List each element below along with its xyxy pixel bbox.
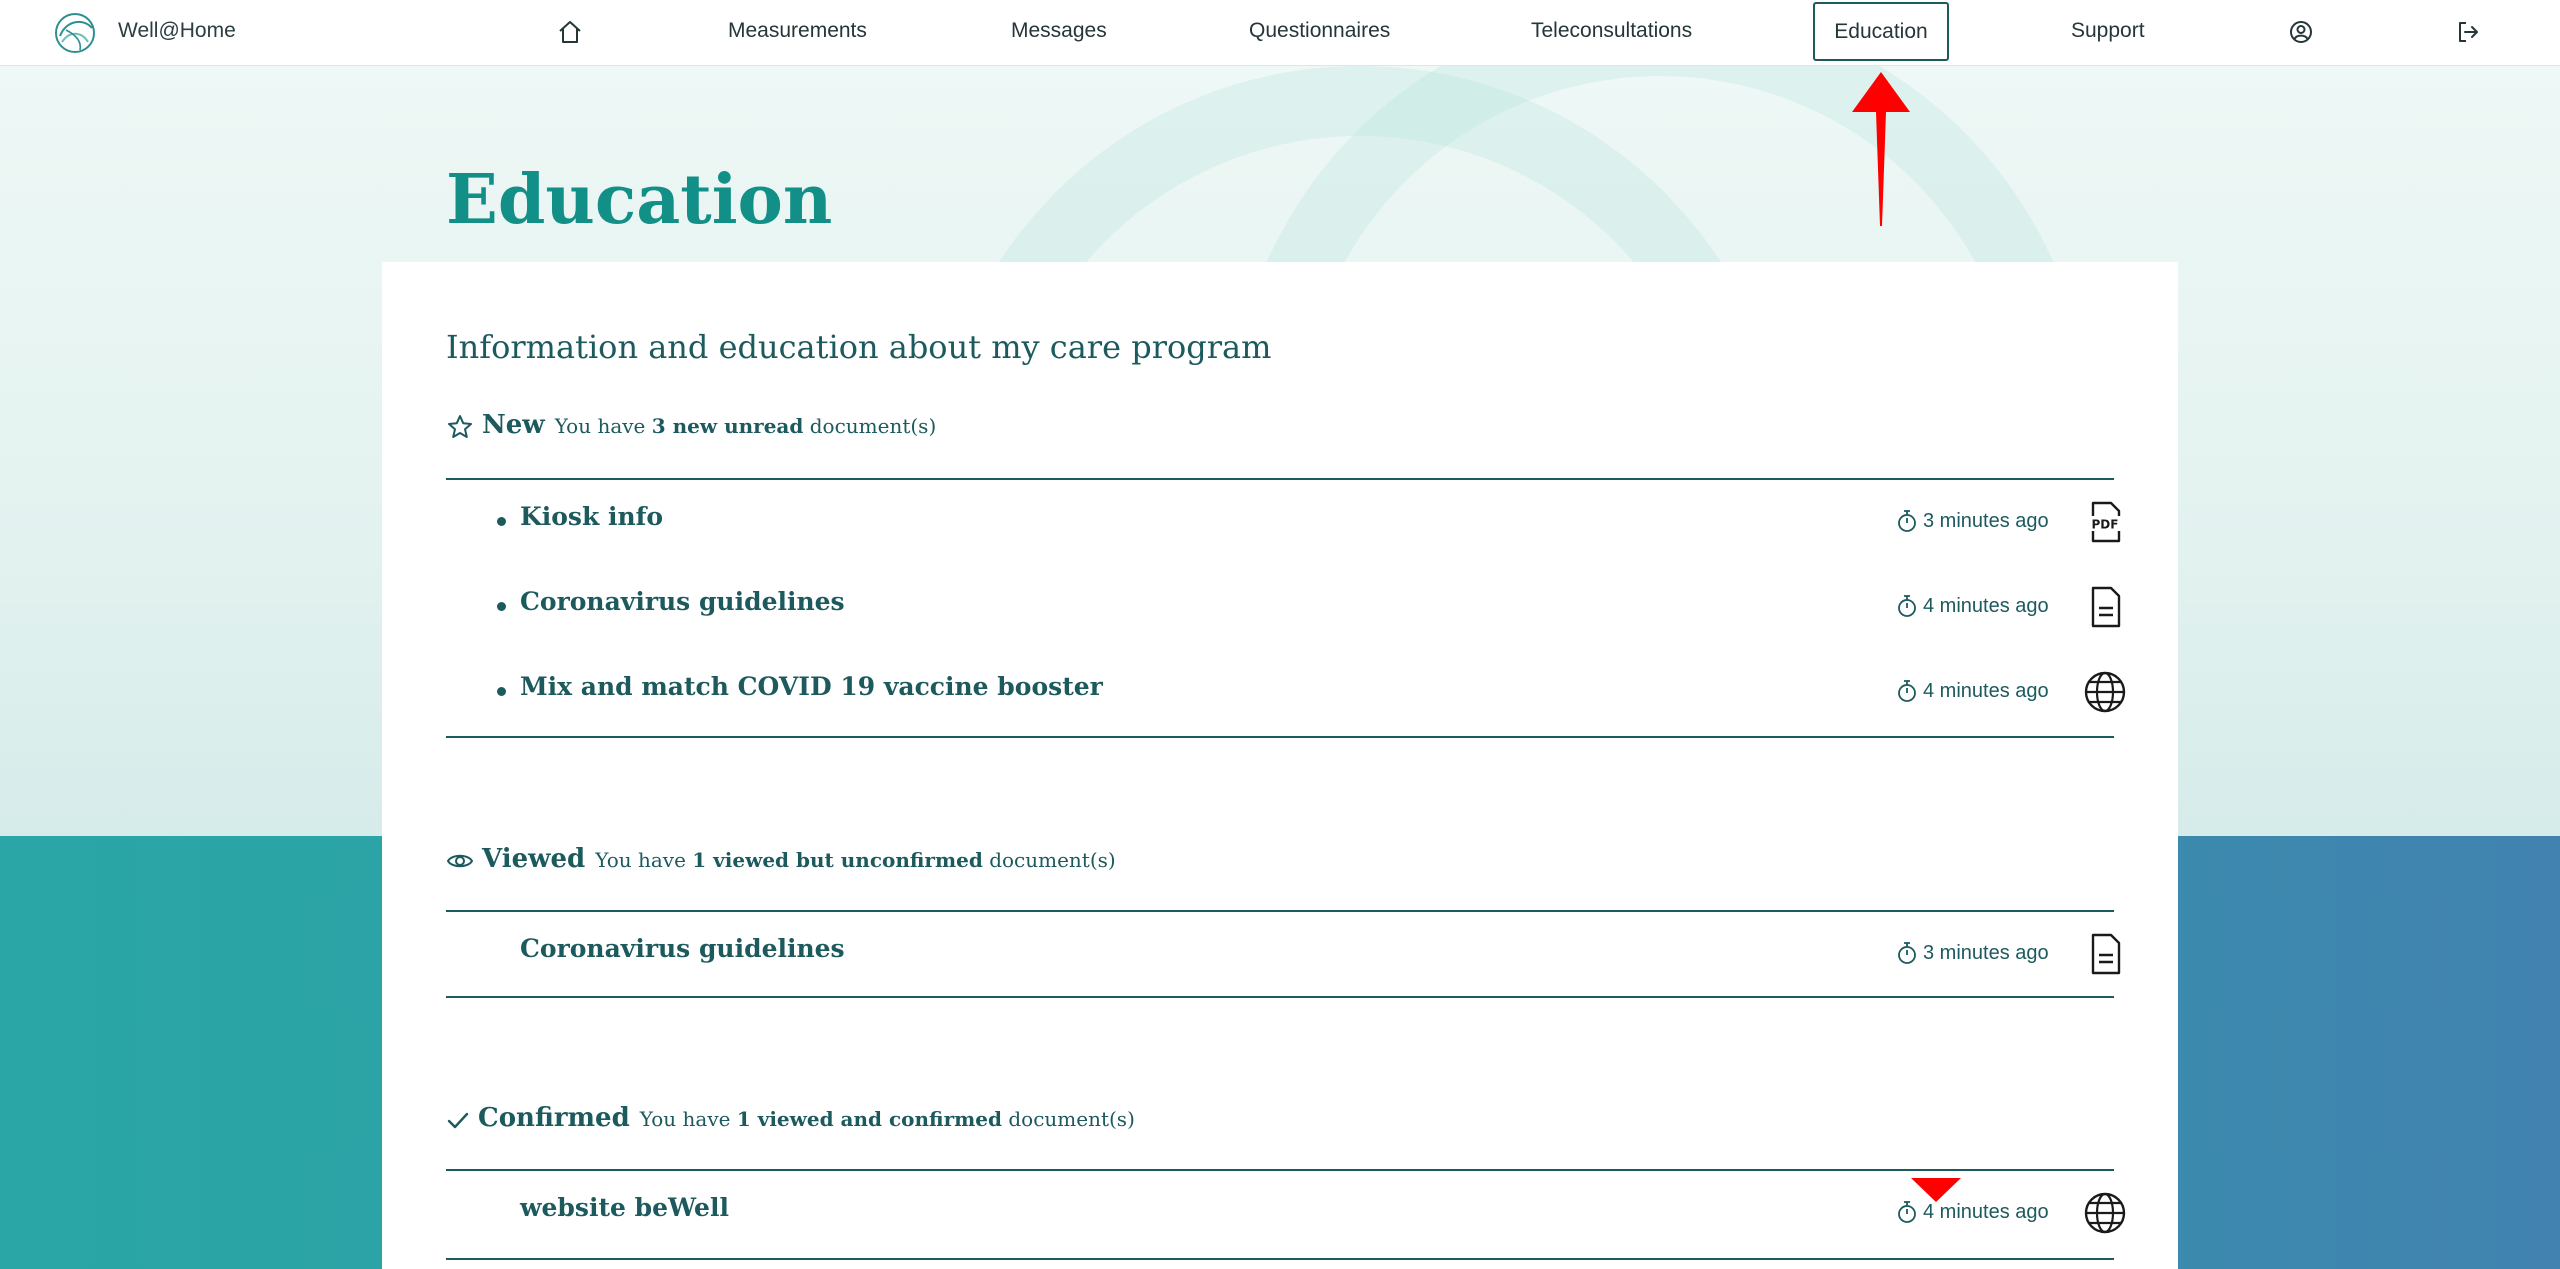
section-viewed-summary: You have 1 viewed but unconfirmed document(s) xyxy=(595,848,1116,872)
bullet-dot xyxy=(497,602,506,611)
red-triangle-down-annotation xyxy=(1911,1178,1961,1202)
wellathome-logo-icon[interactable] xyxy=(52,10,98,56)
page-title: Education xyxy=(446,160,833,240)
section-viewed-header xyxy=(446,844,1116,878)
section-new-label: New xyxy=(482,410,545,440)
globe-icon[interactable] xyxy=(2083,1190,2127,1236)
section-divider xyxy=(446,736,2114,738)
document-row[interactable] xyxy=(446,481,2119,561)
document-icon[interactable] xyxy=(2083,931,2127,977)
section-divider xyxy=(446,996,2114,998)
stopwatch-icon xyxy=(1896,941,1918,965)
logout-icon[interactable] xyxy=(2454,18,2482,46)
section-divider xyxy=(446,1258,2114,1260)
section-confirmed-summary: You have 1 viewed and confirmed document(s) xyxy=(639,1107,1135,1131)
section-confirmed-header xyxy=(446,1103,1135,1137)
intro-text: Information and education about my care program xyxy=(446,328,1272,366)
education-card xyxy=(382,262,2178,1269)
red-arrow-up-annotation xyxy=(1852,72,1910,226)
section-divider xyxy=(446,1169,2114,1171)
document-row[interactable] xyxy=(446,1172,2114,1252)
document-row[interactable] xyxy=(446,651,2114,731)
brand-name[interactable]: Well@Home xyxy=(118,19,236,42)
stopwatch-icon xyxy=(1896,679,1918,703)
nav-support[interactable]: Support xyxy=(2071,19,2145,42)
document-time: 4 minutes ago xyxy=(1896,593,2049,619)
bullet-dot xyxy=(497,517,506,526)
document-icon[interactable] xyxy=(2083,584,2127,630)
home-icon[interactable] xyxy=(556,18,584,46)
document-title[interactable]: Coronavirus guidelines xyxy=(520,587,845,616)
document-time: 4 minutes ago xyxy=(1896,1199,2049,1225)
globe-icon[interactable] xyxy=(2083,669,2127,715)
pdf-icon[interactable] xyxy=(2083,499,2127,545)
section-divider xyxy=(446,478,2114,480)
nav-messages[interactable]: Messages xyxy=(1011,19,1107,42)
document-title[interactable]: Kiosk info xyxy=(520,502,664,531)
stopwatch-icon xyxy=(1896,1200,1918,1224)
document-title[interactable]: Coronavirus guidelines xyxy=(520,934,845,963)
eye-icon xyxy=(446,847,474,875)
document-time: 3 minutes ago xyxy=(1896,940,2049,966)
star-icon xyxy=(446,413,474,441)
stopwatch-icon xyxy=(1896,509,1918,533)
check-icon xyxy=(446,1106,470,1134)
document-title[interactable]: website beWell xyxy=(520,1193,729,1222)
nav-education-active[interactable]: Education xyxy=(1813,2,1949,61)
document-row[interactable] xyxy=(446,566,2114,646)
stopwatch-icon xyxy=(1896,594,1918,618)
section-confirmed-label: Confirmed xyxy=(478,1103,630,1133)
nav-measurements[interactable]: Measurements xyxy=(728,19,867,42)
bullet-dot xyxy=(497,687,506,696)
user-circle-icon[interactable] xyxy=(2287,18,2315,46)
section-new-header xyxy=(446,410,936,444)
svg-text:PDF: PDF xyxy=(2091,517,2119,532)
document-title[interactable]: Mix and match COVID 19 vaccine booster xyxy=(520,672,1103,701)
section-divider xyxy=(446,910,2114,912)
section-new-summary: You have 3 new unread document(s) xyxy=(554,414,937,438)
nav-questionnaires[interactable]: Questionnaires xyxy=(1249,19,1391,42)
document-time: 4 minutes ago xyxy=(1896,678,2049,704)
section-viewed-label: Viewed xyxy=(482,844,586,874)
document-time: 3 minutes ago xyxy=(1896,508,2049,534)
nav-teleconsultations[interactable]: Teleconsultations xyxy=(1531,19,1693,42)
top-navigation-bar xyxy=(0,0,2560,66)
document-row[interactable] xyxy=(446,913,2114,993)
